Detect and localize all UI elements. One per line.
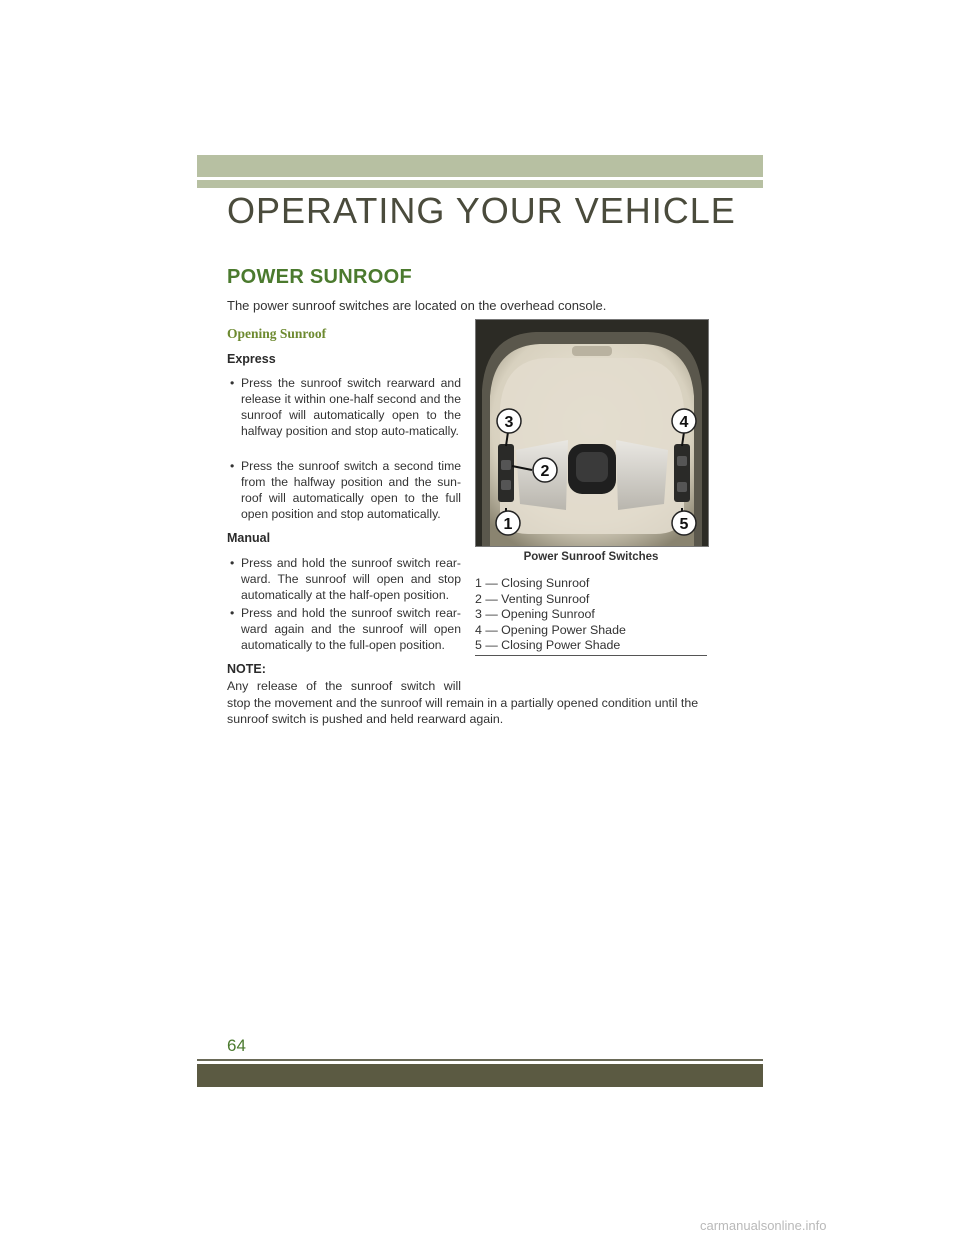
note-line-1: Any release of the sunroof switch will: [227, 679, 461, 693]
callout-5: [672, 511, 696, 535]
callout-1-label: 1: [503, 516, 513, 533]
manual-label: Manual: [227, 531, 271, 545]
list-item: [227, 375, 461, 439]
list-item-text: Press and hold the sunroof switch rear-ward again and the sunroof will open automatically to the full-open position.: [241, 606, 461, 652]
callout-3-label: 3: [504, 414, 514, 431]
callout-1: [496, 511, 520, 535]
header-band: [197, 155, 763, 177]
legend-item: 2 — Venting Sunroof: [475, 591, 590, 606]
bullet-icon: •: [230, 376, 235, 390]
intro-text: The power sunroof switches are located on the overhead console.: [227, 298, 607, 313]
list-item: [227, 605, 461, 653]
section-title: POWER SUNROOF: [227, 266, 413, 288]
watermark: carmanualsonline.info: [700, 1218, 827, 1233]
note-text: [227, 678, 707, 728]
callout-2: [533, 458, 557, 482]
footer-rule: [197, 1059, 763, 1061]
callout-4: [672, 409, 696, 433]
list-item-text: Press the sunroof switch a second time from the halfway position and the sun-roof will automatically open to the full open position and stop automatically.: [241, 459, 461, 521]
subsection-title: Opening Sunroof: [227, 326, 327, 341]
list-item: [227, 555, 461, 603]
header-rule: [197, 180, 763, 188]
callout-5-label: 5: [679, 516, 689, 533]
note-label: NOTE:: [227, 662, 266, 676]
bullet-icon: •: [230, 606, 235, 620]
bullet-icon: •: [230, 556, 235, 570]
callout-2-label: 2: [540, 463, 550, 480]
legend-item: 4 — Opening Power Shade: [475, 622, 626, 637]
express-label: Express: [227, 352, 276, 366]
chapter-title: OPERATING YOUR VEHICLE: [227, 190, 736, 231]
list-item-text: Press the sunroof switch rearward and release it within one-half second and the sunroof will automatically open to the halfway position and stop auto-matically.: [241, 376, 461, 438]
list-item-text: Press and hold the sunroof switch rear-ward. The sunroof will open and stop automatically at the half-open position.: [241, 556, 461, 602]
sunroof-switch-photo: [475, 319, 709, 547]
legend-item: 3 — Opening Sunroof: [475, 607, 595, 622]
note-line-rest: stop the movement and the sunroof will remain in a partially opened condition until the sunroof switch is pushed and held rearward again.: [227, 695, 699, 726]
legend-divider: [475, 655, 707, 656]
callout-3: [497, 409, 521, 433]
callout-4-label: 4: [679, 414, 689, 431]
bullet-icon: •: [230, 459, 235, 473]
legend-item: 1 — Closing Sunroof: [475, 576, 590, 590]
list-item: [227, 458, 461, 522]
footer-band: [197, 1064, 763, 1087]
figure-caption: Power Sunroof Switches: [523, 551, 659, 563]
page-number: 64: [227, 1036, 246, 1055]
figure-legend: [475, 576, 707, 654]
legend-item: 5 — Closing Power Shade: [475, 638, 621, 653]
